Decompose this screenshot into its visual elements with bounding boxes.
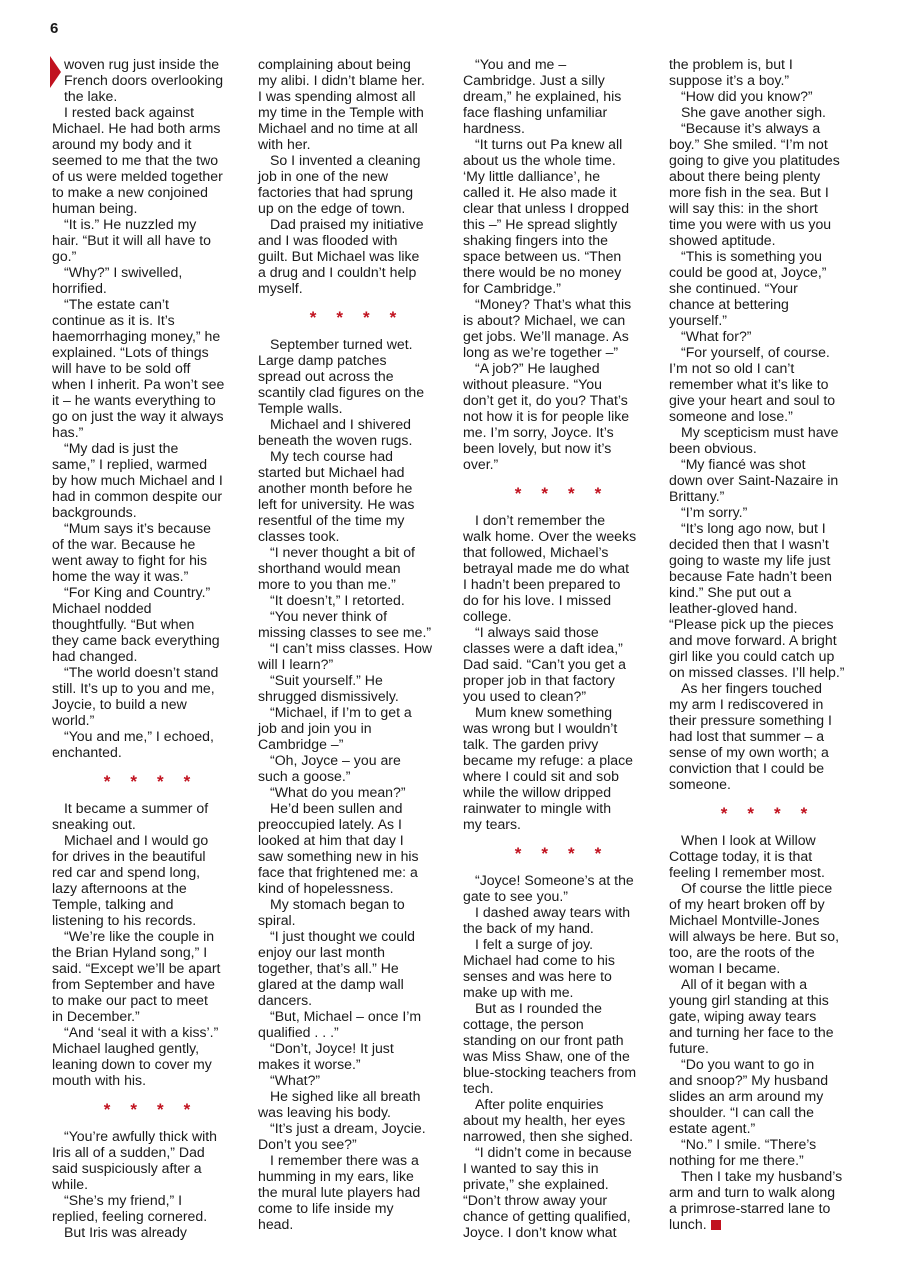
paragraph-text: “Why?” I swivelled, horrified.	[52, 264, 183, 296]
paragraph	[258, 592, 448, 608]
paragraph-text: I dashed away tears with the back of my hand.	[463, 904, 631, 936]
paragraph	[258, 704, 448, 752]
paragraph-text: “I never thought a bit of shorthand would mean more to you than me.”	[258, 544, 415, 592]
paragraph-text: “Do you want to go in and snoop?” My husband slides an arm around my shoulder. “I can call the estate agent.”	[669, 1056, 829, 1136]
paragraph	[258, 448, 448, 544]
paragraph	[669, 424, 859, 456]
paragraph	[52, 1192, 242, 1224]
paragraph	[669, 120, 859, 248]
paragraph	[52, 928, 242, 1024]
paragraph	[258, 752, 448, 784]
text-column-3	[463, 56, 653, 1240]
section-break-star: *	[103, 772, 111, 791]
section-break-star: *	[183, 1100, 191, 1119]
paragraph-text: September turned wet. Large damp patches spread out across the scantily clad figures on the Temple walls.	[258, 336, 425, 416]
paragraph-text: My tech course had started but Michael had another month before he left for university. He was resentful of the time my classes took.	[258, 448, 415, 544]
paragraph-text: All of it began with a young girl standing at this gate, wiping away tears and turning her face to the future.	[669, 976, 834, 1056]
section-break-stars	[52, 774, 242, 790]
paragraph	[463, 904, 653, 936]
paragraph	[52, 1128, 242, 1192]
paragraph-text: “It turns out Pa knew all about us the whole time. ‘My little dalliance’, he called it. He also made it clear that unless I dropped this –” He spread slightly shaking fingers into the space between us. “Then there would be no money for Cambridge.”	[463, 136, 630, 296]
paragraph	[258, 784, 448, 800]
paragraph	[258, 1008, 448, 1040]
text-column-1	[52, 56, 242, 1240]
paragraph	[52, 440, 242, 520]
paragraph-text: “The estate can’t continue as it is. It’s haemorrhaging money,” he explained. “Lots of things will have to be sold off when I inherit. Pa won’t see it – he wants everything to go on just the way it always has.”	[52, 296, 225, 440]
paragraph-text: Of course the little piece of my heart broken off by Michael Montville-Jones will always be here. But so, too, are the roots of the woman I became.	[669, 880, 839, 976]
paragraph	[669, 880, 859, 976]
paragraph	[52, 1024, 242, 1088]
paragraph-text: “I’m sorry.”	[681, 504, 748, 520]
paragraph	[258, 1040, 448, 1072]
paragraph-text: As her fingers touched my arm I rediscovered in their pressure something I had lost that summer – a sense of my own worth; a conviction that I could be someone.	[669, 680, 832, 792]
paragraph-text: Michael and I would go for drives in the beautiful red car and spend long, lazy afternoons at the Temple, talking and listening to his records.	[52, 832, 209, 928]
paragraph	[669, 504, 859, 520]
paragraph	[669, 1168, 859, 1232]
paragraph	[258, 608, 448, 640]
paragraph-text: “It doesn’t,” I retorted.	[270, 592, 405, 608]
paragraph	[258, 800, 448, 896]
paragraph	[669, 456, 859, 504]
section-break-star: *	[336, 308, 343, 327]
section-break-stars	[52, 1102, 242, 1118]
paragraph-text: “We’re like the couple in the Brian Hyland song,” I said. “Except we’ll be apart from September and have to make our pact to meet in December.”	[52, 928, 221, 1024]
section-break-star: *	[309, 308, 317, 327]
paragraph-text: “It is.” He nuzzled my hair. “But it will all have to go.”	[52, 216, 212, 264]
red-triangle-marker-icon	[50, 56, 61, 88]
paragraph-text: “For King and Country.” Michael nodded thoughtfully. “But when they came back everything had changed.	[52, 584, 220, 664]
paragraph-text: He sighed like all breath was leaving his body.	[258, 1088, 421, 1120]
section-break-star: *	[800, 804, 808, 823]
paragraph-text: “Mum says it’s because of the war. Because he went away to fight for his home the way it was.”	[52, 520, 211, 584]
paragraph-text: “It’s just a dream, Joycie. Don’t you see?”	[258, 1120, 426, 1152]
paragraph-text: “And ‘seal it with a kiss’.” Michael laughed gently, leaning down to cover my mouth with his.	[52, 1024, 219, 1088]
paragraph	[463, 1096, 653, 1144]
paragraph-text: “For yourself, of course. I’m not so old I can’t remember what it’s like to give your heart and soul to someone and lose.”	[669, 344, 836, 424]
paragraph-text: Michael and I shivered beneath the woven rugs.	[258, 416, 413, 448]
paragraph-text: He’d been sullen and preoccupied lately. As I looked at him that day I saw something new in his face that frightened me: a kind of hopelessness.	[258, 800, 419, 896]
paragraph-text: “I didn’t come in because I wanted to say this in private,” she explained. “Don’t throw away your chance of getting qualified, Joyce. I don’t know what	[463, 1144, 632, 1240]
paragraph	[52, 664, 242, 728]
paragraph-text: “My fiancé was shot down over Saint-Nazaire in Brittany.”	[669, 456, 839, 504]
section-break-star: *	[514, 484, 522, 503]
paragraph	[52, 216, 242, 264]
paragraph	[52, 832, 242, 928]
paragraph	[52, 296, 242, 440]
section-break-stars	[463, 846, 653, 862]
section-break-star: *	[541, 844, 548, 863]
paragraph	[463, 136, 653, 296]
paragraph-text: “Michael, if I’m to get a job and join you in Cambridge –”	[258, 704, 412, 752]
paragraph	[669, 832, 859, 880]
paragraph	[463, 360, 653, 472]
section-break-star: *	[514, 844, 522, 863]
paragraph-text: “You and me – Cambridge. Just a silly dream,” he explained, his face flashing unfamiliar hardness.	[463, 56, 622, 136]
paragraph	[669, 1056, 859, 1136]
paragraph	[669, 1136, 859, 1168]
paragraph	[258, 672, 448, 704]
section-break-star: *	[183, 772, 191, 791]
paragraph	[669, 976, 859, 1056]
paragraph	[52, 584, 242, 664]
paragraph	[258, 896, 448, 928]
paragraph	[258, 1088, 448, 1120]
paragraph	[258, 928, 448, 1008]
section-break-star: *	[363, 308, 370, 327]
paragraph-text: “I can’t miss classes. How will I learn?”	[258, 640, 433, 672]
paragraph-text: “A job?” He laughed without pleasure. “You don’t get it, do you? That’s not how it is for people like me. I’m sorry, Joyce. It’s been lovely, but now it’s over.”	[463, 360, 630, 472]
paragraph-text: “My dad is just the same,” I replied, warmed by how much Michael and I had in common despite our backgrounds.	[52, 440, 223, 520]
paragraph-text: “It’s long ago now, but I decided then that I wasn’t going to waste my life just because Fate hadn’t been kind.” She put out a leather-gloved hand. “Please pick up the pieces and move forward. A bright girl like you could catch up on missed classes. I’ll help.”	[669, 520, 845, 680]
paragraph-text: My stomach began to spiral.	[258, 896, 405, 928]
section-break-star: *	[774, 804, 781, 823]
paragraph-text: woven rug just inside the French doors overlooking the lake.	[64, 56, 224, 104]
paragraph	[52, 264, 242, 296]
paragraph	[669, 344, 859, 424]
paragraph	[258, 152, 448, 216]
paragraph	[52, 104, 242, 216]
paragraph	[669, 56, 859, 88]
paragraph-text: But as I rounded the cottage, the person standing on our front path was Miss Shaw, one of the blue-stocking teachers from tech.	[463, 1000, 637, 1096]
section-break-star: *	[130, 772, 137, 791]
paragraph-text: “How did you know?”	[681, 88, 813, 104]
section-break-star: *	[541, 484, 548, 503]
section-break-star: *	[389, 308, 397, 327]
paragraph-text: When I look at Willow Cottage today, it is that feeling I remember most.	[669, 832, 825, 880]
paragraph	[258, 1152, 448, 1232]
paragraph-text: “The world doesn’t stand still. It’s up to you and me, Joycie, to build a new world.”	[52, 664, 219, 728]
section-break-star: *	[157, 772, 164, 791]
text-column-4	[669, 56, 859, 1232]
section-break-star: *	[568, 844, 575, 863]
paragraph-text: “She’s my friend,” I replied, feeling cornered.	[52, 1192, 208, 1224]
paragraph	[463, 872, 653, 904]
section-break-stars	[669, 806, 859, 822]
section-break-star: *	[594, 844, 602, 863]
paragraph-text: My scepticism must have been obvious.	[669, 424, 839, 456]
paragraph-text: “Suit yourself.” He shrugged dismissively.	[258, 672, 399, 704]
paragraph-text: “What for?”	[681, 328, 752, 344]
paragraph	[669, 88, 859, 104]
paragraph-text: “No.” I smile. “There’s nothing for me there.”	[669, 1136, 817, 1168]
paragraph	[669, 520, 859, 680]
paragraph-text: “Because it’s always a boy.” She smiled. “I’m not going to give you platitudes about there being plenty more fish in the sea. But I will say this: in the short time you were with us you showed aptitude.	[669, 120, 840, 248]
paragraph-text: “Joyce! Someone’s at the gate to see you.”	[463, 872, 634, 904]
paragraph	[463, 56, 653, 136]
page-number: 6	[50, 20, 59, 37]
paragraph-text: the problem is, but I suppose it’s a boy.”	[669, 56, 793, 88]
section-break-star: *	[747, 804, 754, 823]
paragraph-text: Dad praised my initiative and I was flooded with guilt. But Michael was like a drug and I couldn’t help myself.	[258, 216, 424, 296]
paragraph	[258, 544, 448, 592]
paragraph-text: Then I take my husband’s arm and turn to walk along a primrose-starred lane to lunch.	[669, 1168, 843, 1232]
paragraph-text: I don’t remember the walk home. Over the weeks that followed, Michael’s betrayal made me do what I hadn’t been prepared to do for his love. I missed college.	[463, 512, 637, 624]
paragraph	[258, 216, 448, 296]
paragraph-text: “I always said those classes were a daft idea,” Dad said. “Can’t you get a proper job in that factory you used to clean?”	[463, 624, 626, 704]
paragraph	[52, 728, 242, 760]
section-break-star: *	[594, 484, 602, 503]
section-break-star: *	[130, 1100, 137, 1119]
paragraph	[669, 328, 859, 344]
paragraph-text: She gave another sigh.	[681, 104, 826, 120]
section-break-star: *	[103, 1100, 111, 1119]
paragraph-text: I remember there was a humming in my ears, like the mural lute players had come to life inside my head.	[258, 1152, 421, 1232]
paragraph-text: Mum knew something was wrong but I wouldn’t talk. The garden privy became my refuge: a place where I could sit and sob while the willow dripped rainwater to mingle with my tears.	[463, 704, 633, 832]
paragraph	[669, 680, 859, 792]
paragraph	[52, 1224, 242, 1240]
paragraph	[463, 1000, 653, 1096]
paragraph-text: So I invented a cleaning job in one of the new factories that had sprung up on the edge of town.	[258, 152, 421, 216]
paragraph	[463, 296, 653, 360]
paragraph	[463, 1144, 653, 1240]
paragraph-text: “You never think of missing classes to see me.”	[258, 608, 432, 640]
paragraph	[52, 56, 242, 104]
text-column-2	[258, 56, 448, 1232]
paragraph-text: “What do you mean?”	[270, 784, 406, 800]
red-square-end-icon	[711, 1220, 721, 1230]
paragraph-text: “But, Michael – once I’m qualified . . .”	[258, 1008, 422, 1040]
paragraph-text: It became a summer of sneaking out.	[52, 800, 209, 832]
paragraph-text: “You and me,” I echoed, enchanted.	[52, 728, 214, 760]
paragraph	[52, 520, 242, 584]
paragraph	[463, 936, 653, 1000]
paragraph	[258, 416, 448, 448]
paragraph-text: “Money? That’s what this is about? Michael, we can get jobs. We’ll manage. As long as we’re together –”	[463, 296, 632, 360]
paragraph	[258, 1120, 448, 1152]
section-break-star: *	[720, 804, 728, 823]
paragraph	[463, 512, 653, 624]
paragraph-text: “This is something you could be good at, Joyce,” she continued. “Your chance at bettering yourself.”	[669, 248, 827, 328]
section-break-star: *	[568, 484, 575, 503]
section-break-stars	[258, 310, 448, 326]
section-break-star: *	[157, 1100, 164, 1119]
paragraph	[258, 336, 448, 416]
paragraph	[258, 56, 448, 152]
paragraph-text: After polite enquiries about my health, her eyes narrowed, then she sighed.	[463, 1096, 634, 1144]
paragraph-text: complaining about being my alibi. I didn’t blame her. I was spending almost all my time in the Temple with Michael and no time at all with her.	[258, 56, 425, 152]
paragraph-text: “You’re awfully thick with Iris all of a sudden,” Dad said suspiciously after a while.	[52, 1128, 218, 1192]
paragraph	[463, 624, 653, 704]
paragraph	[463, 704, 653, 832]
paragraph-text: I rested back against Michael. He had both arms around my body and it seemed to me that the two of us were melded together to make a new conjoined human being.	[52, 104, 223, 216]
paragraph	[52, 800, 242, 832]
paragraph-text: “I just thought we could enjoy our last month together, that’s all.” He glared at the damp wall dancers.	[258, 928, 415, 1008]
paragraph	[669, 104, 859, 120]
section-break-stars	[463, 486, 653, 502]
paragraph	[669, 248, 859, 328]
paragraph-text: “What?”	[270, 1072, 321, 1088]
paragraph-text: “Oh, Joyce – you are such a goose.”	[258, 752, 401, 784]
paragraph	[258, 640, 448, 672]
paragraph-text: But Iris was already	[64, 1224, 187, 1240]
paragraph	[258, 1072, 448, 1088]
paragraph-text: I felt a surge of joy. Michael had come to his senses and was here to make up with me.	[463, 936, 615, 1000]
paragraph-text: “Don’t, Joyce! It just makes it worse.”	[258, 1040, 394, 1072]
